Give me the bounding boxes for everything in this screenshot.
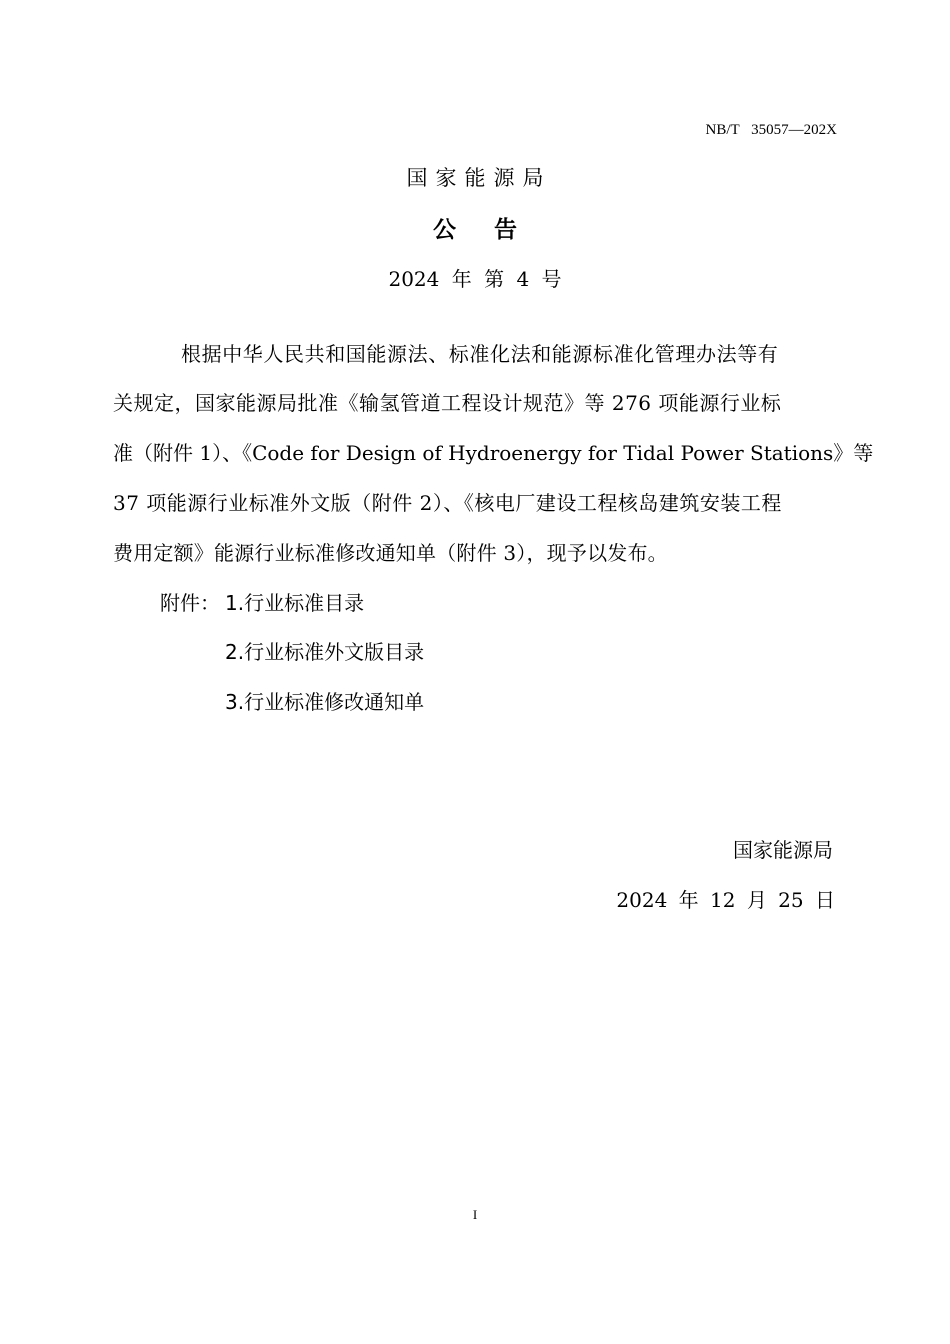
attachment-item: 3.行业标准修改通知单: [225, 690, 425, 714]
body-paragraph-line: 37 项能源行业标准外文版（附件 2）、《核电厂建设工程核岛建筑安装工程: [113, 491, 782, 515]
attachments-label: 附件：: [160, 591, 220, 615]
body-paragraph-line: 根据中华人民共和国能源法、标准化法和能源标准化管理办法等有: [181, 342, 779, 366]
body-paragraph-line: 准（附件 1）、《Code for Design of Hydroenergy for Tidal Power Stations》等: [113, 441, 874, 465]
body-paragraph-line: 关规定，国家能源局批准《输氢管道工程设计规范》等 276 项能源行业标: [113, 391, 782, 415]
attachment-item: 2.行业标准外文版目录: [225, 640, 425, 664]
attachment-item: 1.行业标准目录: [225, 591, 365, 615]
notice-number: 2024 年 第 4 号: [388, 267, 562, 291]
standard-code: NB/T 35057—202X: [705, 122, 837, 138]
signature-organization: 国家能源局: [733, 838, 833, 862]
issuer-title: 国家能源局: [406, 166, 552, 190]
page-number: I: [472, 1207, 478, 1222]
body-paragraph-line: 费用定额》能源行业标准修改通知单（附件 3），现予以发布。: [113, 541, 668, 565]
signature-date: 2024 年 12 月 25 日: [616, 888, 835, 912]
notice-heading: 公告: [433, 217, 555, 243]
